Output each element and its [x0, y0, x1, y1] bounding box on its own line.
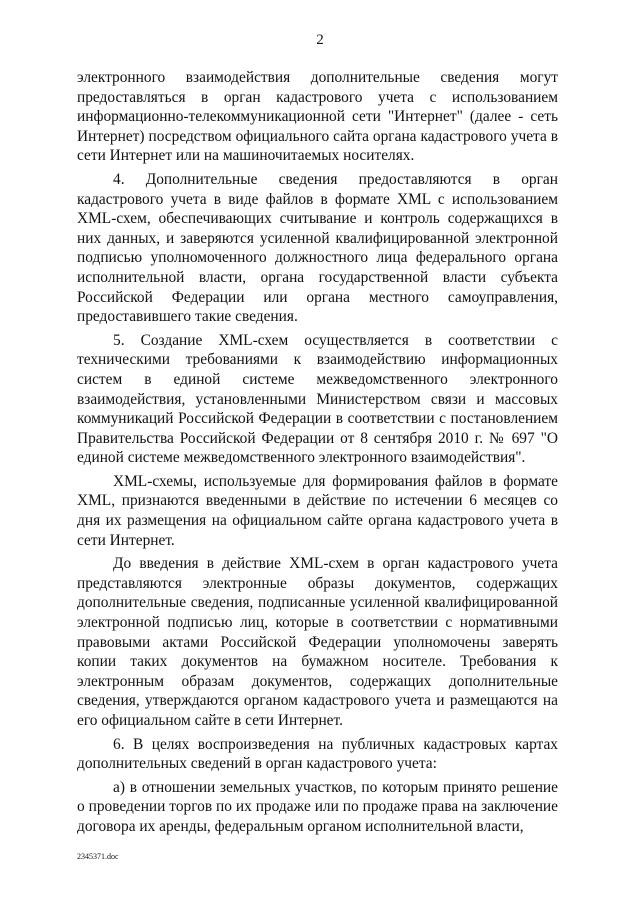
paragraph-before-xml: До введения в действие XML-схем в орган кадастрового учета представляются электронные образы документов, содержащих дополнительные сведения, подписанные усиленной квалифицированной электронной подписью лиц, которые в соответствии с нормативными правовыми актами Российской Федерации уполномочены заверять копии таких документов на бумажном носителе. Требования к электронным образам документов, содержащих дополнительные сведения, утверждаются органом кадастрового учета и размещаются на его официальном сайте в сети Интернет. — [77, 555, 558, 729]
paragraph-xml-schemas: XML-схемы, используемые для формирования файлов в формате XML, признаются введенными в действие по истечении 6 месяцев со дня их размещения на официальном сайте органа кадастрового учета в сети Интернет. — [77, 472, 558, 549]
page-number: 2 — [316, 32, 324, 48]
paragraph-6a: а) в отношении земельных участков, по которым принято решение о проведении торгов по их продаже или по продаже права на заключение договора их аренды, федеральным органом исполнительной власти, — [77, 778, 558, 835]
paragraph-6: 6. В целях воспроизведения на публичных кадастровых картах дополнительных сведений в орган кадастрового учета: — [77, 735, 558, 773]
footer-doc-code: 2345371.doc — [77, 852, 119, 861]
document-body — [77, 68, 558, 837]
paragraph-4: 4. Дополнительные сведения предоставляются в орган кадастрового учета в виде файлов в формате XML с использованием XML-схем, обеспечивающих считывание и контроль содержащихся в них данных, и заверяются усиленной квалифицированной электронной подписью уполномоченного должностного лица федерального органа исполнительной власти, органа государственной власти субъекта Российской Федерации или органа местного самоуправления, предоставившего такие сведения. — [77, 170, 558, 326]
paragraph-5: 5. Создание XML-схем осуществляется в соответствии с техническими требованиями к взаимодействию информационных систем в единой системе межведомственного электронного взаимодействия, установленными Министерством связи и массовых коммуникаций Российской Федерации в соответствии с постановлением Правительства Российской Федерации от 8 сентября 2010 г. № 697 "О единой системе межведомственного электронного взаимодействия". — [77, 331, 558, 467]
paragraph-continuation: электронного взаимодействия дополнительные сведения могут предоставляться в орган кадастрового учета с использованием информационно-телекоммуникационной сети "Интернет" (далее - сеть Интернет) посредством официального сайта органа кадастрового учета в сети Интернет или на машиночитаемых носителях. — [77, 69, 558, 165]
